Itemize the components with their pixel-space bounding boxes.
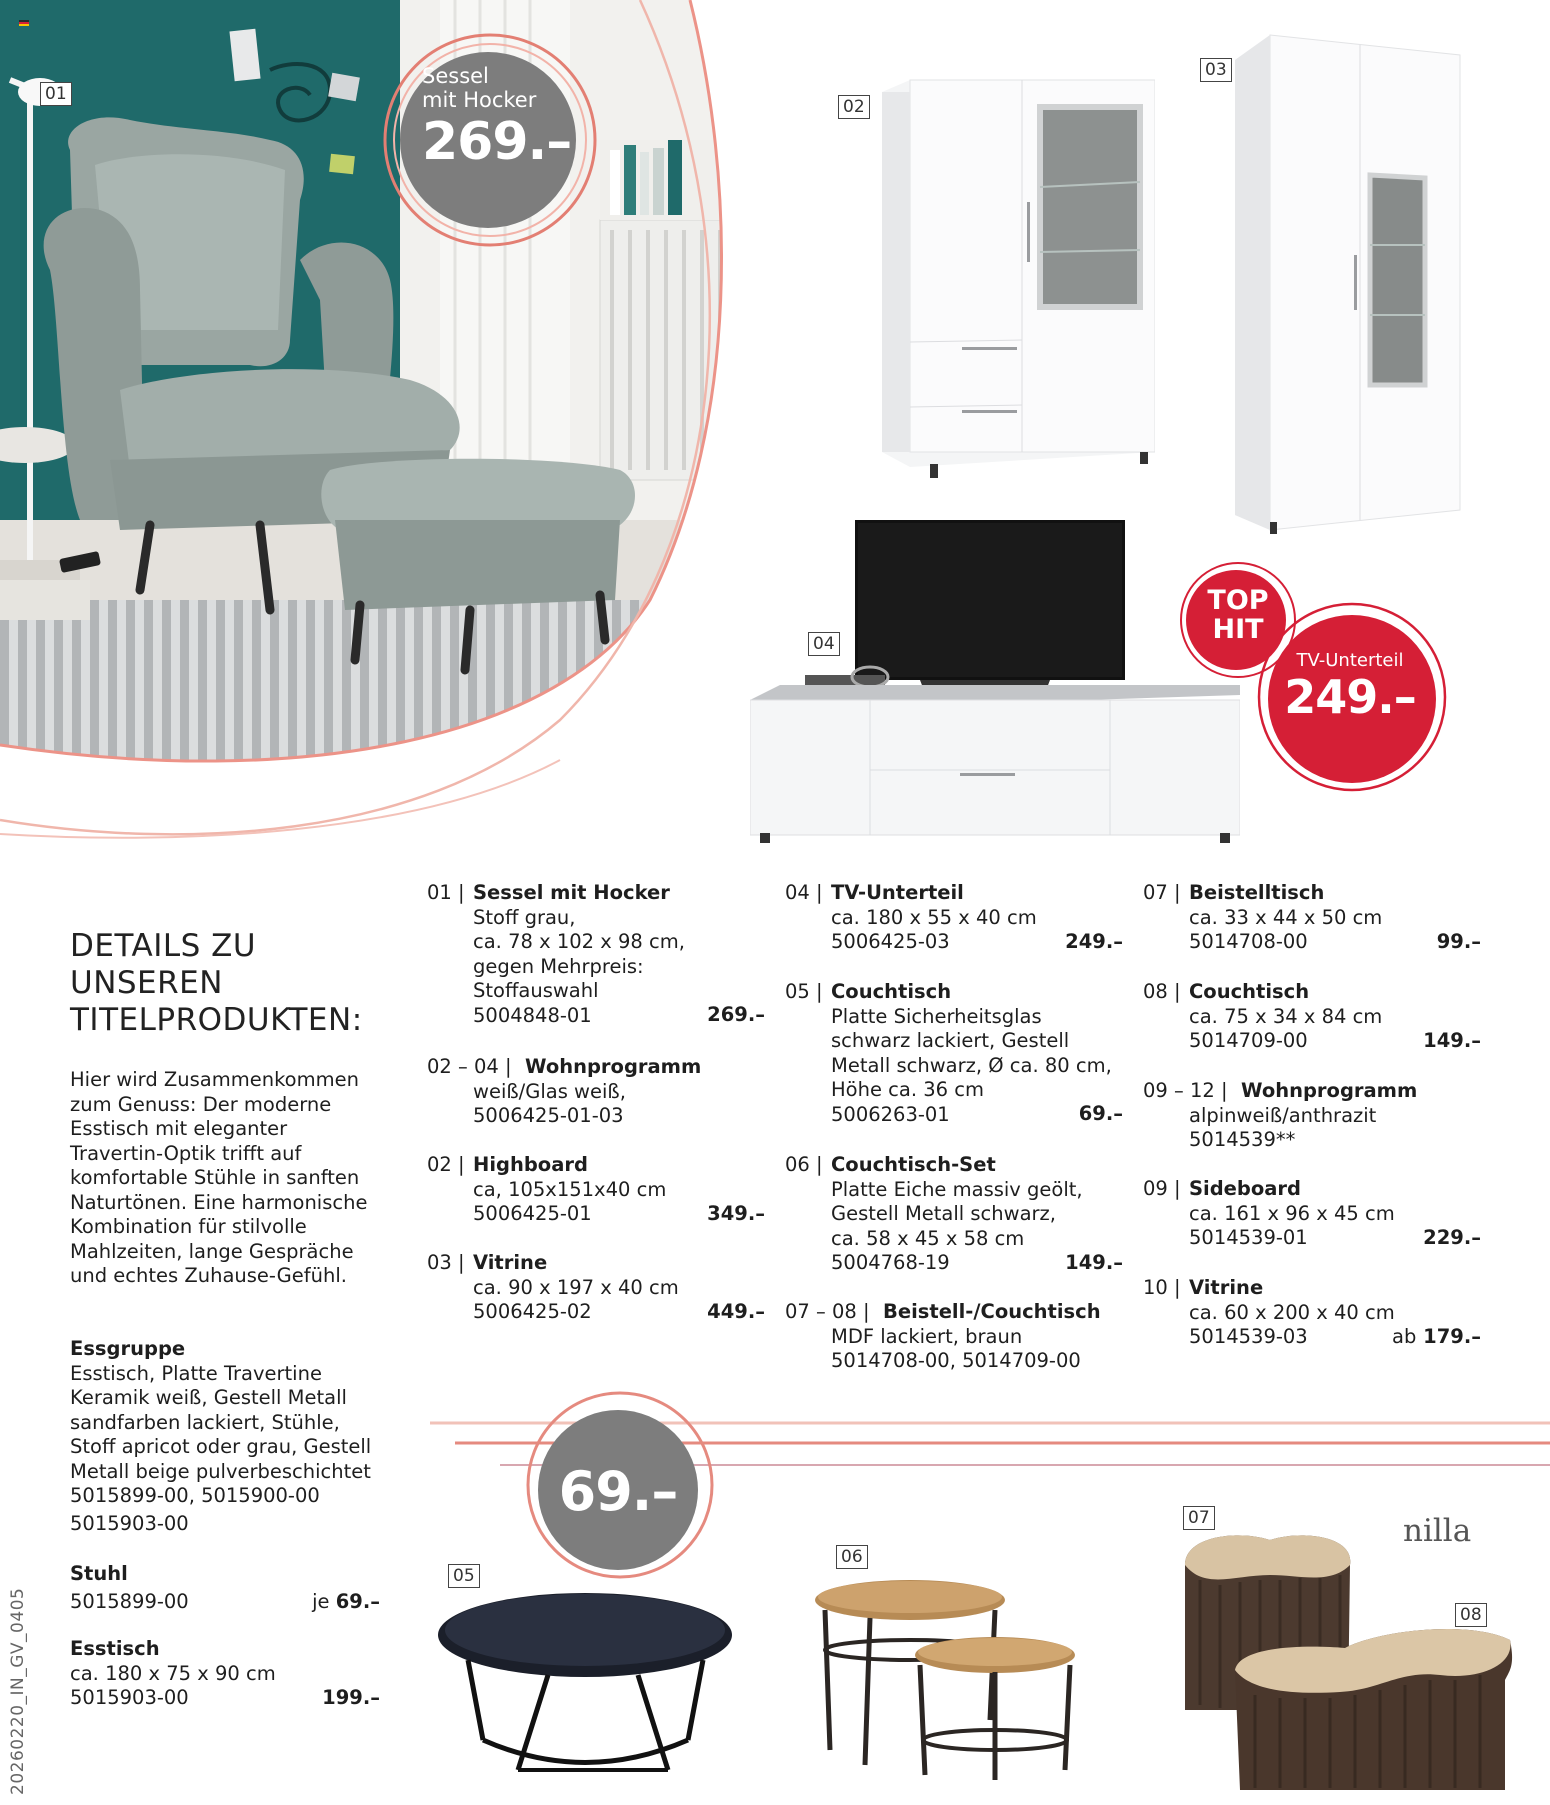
tag-02: 02 — [838, 95, 870, 119]
entry-line: ca. 33 x 44 x 50 cm — [1189, 905, 1383, 929]
entry-line: 5014708-00, 5014709-00 — [831, 1349, 1081, 1372]
couch-price-badge — [520, 1390, 720, 1590]
entry-line: Höhe ca. 36 cm — [831, 1078, 984, 1101]
product-entry-09-12 — [1143, 1079, 1481, 1154]
product-entry-08 — [1143, 980, 1481, 1055]
product-entry-03 — [427, 1251, 765, 1326]
product-entry-02-04 — [427, 1055, 765, 1130]
brown-side-tables-image — [1180, 1530, 1515, 1800]
entry-line: 5014709-00 — [1189, 1029, 1308, 1052]
entry-title: Sideboard — [1189, 1177, 1302, 1200]
product-entry-09 — [1143, 1177, 1481, 1252]
entry-title: TV-Unterteil — [831, 881, 964, 904]
intro-line: und echtes Zuhause-Gefühl. — [70, 1264, 347, 1287]
entry-number: 07 | — [1143, 881, 1181, 904]
entry-number: 06 | — [785, 1153, 823, 1176]
essgruppe-title: Essgruppe — [70, 1337, 186, 1360]
entry-price: 249.– — [1065, 930, 1123, 953]
entry-line: ca. 75 x 34 x 84 cm — [1189, 1004, 1383, 1028]
tv-badge-price: 249.– — [1284, 670, 1416, 724]
heading-line: UNSEREN — [70, 965, 223, 1001]
product-entry-04 — [785, 881, 1123, 956]
entry-line: Gestell Metall schwarz, — [831, 1202, 1056, 1225]
entry-price: 349.– — [707, 1202, 765, 1225]
entry-title: Beistell-/Couchtisch — [883, 1300, 1101, 1323]
essgruppe-line: 5015903-00 — [70, 1511, 189, 1535]
entry-line: 5004848-01 — [473, 1003, 592, 1027]
entry-number: 02 – 04 | — [427, 1055, 512, 1078]
couch-badge-price: 69.– — [558, 1460, 678, 1523]
entry-number: 04 | — [785, 881, 823, 904]
glass-table-image — [438, 1590, 733, 1780]
entry-title: Sessel mit Hocker — [473, 881, 670, 904]
entry-title: Wohnprogramm — [525, 1055, 702, 1078]
top-hit-line-1: TOP — [1207, 585, 1269, 616]
product-entry-10 — [1143, 1276, 1481, 1351]
entry-price: 269.– — [707, 1003, 765, 1026]
product-entry-02 — [427, 1153, 765, 1228]
entry-line: ca. 90 x 197 x 40 cm — [473, 1275, 679, 1299]
entry-title: Vitrine — [473, 1251, 548, 1274]
flag-icon — [19, 20, 29, 26]
entry-title: Vitrine — [1189, 1276, 1264, 1299]
entry-line: schwarz lackiert, Gestell — [831, 1029, 1070, 1052]
entry-number: 07 – 08 | — [785, 1300, 870, 1323]
entry-number: 09 | — [1143, 1177, 1181, 1200]
entry-title: Highboard — [473, 1153, 588, 1176]
esstisch-block — [70, 1637, 380, 1711]
esstisch-code: 5015903-00 — [70, 1686, 189, 1709]
essgruppe-line: Esstisch, Platte Travertine — [70, 1361, 322, 1385]
highboard-image — [870, 72, 1155, 492]
entry-line: ca. 78 x 102 x 98 cm, — [473, 930, 685, 953]
esstisch-dims: ca. 180 x 75 x 90 cm — [70, 1661, 276, 1685]
esstisch-price: 199.– — [322, 1686, 380, 1709]
tv-badge-label: TV-Unterteil — [1296, 650, 1404, 671]
entry-line: 5014539-01 — [1189, 1226, 1308, 1249]
entry-title: Couchtisch — [1189, 980, 1310, 1003]
essgruppe-line: Keramik weiß, Gestell Metall — [70, 1386, 347, 1409]
product-entry-07 — [1143, 881, 1481, 956]
entry-line: Stoff grau, — [473, 905, 576, 929]
entry-title: Beistelltisch — [1189, 881, 1325, 904]
stuhl-code: 5015899-00 — [70, 1589, 189, 1613]
entry-line: 5006263-01 — [831, 1102, 950, 1126]
tag-07: 07 — [1183, 1506, 1215, 1530]
product-entry-07-08 — [785, 1300, 1123, 1375]
oak-nesting-tables-image — [810, 1580, 1080, 1780]
entry-line: Platte Sicherheitsglas — [831, 1004, 1042, 1028]
entry-line: ca. 161 x 96 x 45 cm — [1189, 1201, 1395, 1225]
tag-08: 08 — [1455, 1603, 1487, 1627]
side-code: 20260220_IN_GV_0405 — [8, 1587, 28, 1795]
heading-line: TITELPRODUKTEN: — [70, 1002, 363, 1038]
intro-line: Travertin-Optik trifft auf — [70, 1141, 302, 1165]
badge-line-1: Sessel — [422, 64, 489, 88]
entry-number: 09 – 12 | — [1143, 1079, 1228, 1102]
esstisch-title: Esstisch — [70, 1637, 160, 1660]
product-entry-06 — [785, 1153, 1123, 1274]
entry-number: 02 | — [427, 1153, 465, 1176]
entry-title: Couchtisch — [831, 980, 952, 1003]
entry-line: 5006425-01-03 — [473, 1104, 624, 1127]
intro-line: zum Genuss: Der moderne — [70, 1092, 332, 1116]
sessel-price-badge — [380, 30, 600, 250]
entry-number: 10 | — [1143, 1276, 1181, 1299]
entry-line: MDF lackiert, braun — [831, 1324, 1023, 1348]
essgruppe-line: Stoff apricot oder grau, Gestell — [70, 1435, 372, 1458]
essgruppe-line: sandfarben lackiert, Stühle, — [70, 1410, 340, 1434]
intro-text — [70, 1068, 400, 1289]
badge-line-2: mit Hocker — [422, 88, 537, 112]
essgruppe-line: 5015899-00, 5015900-00 — [70, 1484, 320, 1507]
essgruppe-line: Metall beige pulverbeschichtet — [70, 1459, 371, 1483]
intro-line: komfortable Stühle in sanften — [70, 1166, 360, 1189]
top-hit-line-2: HIT — [1212, 614, 1264, 645]
entry-line: 5006425-03 — [831, 930, 950, 953]
entry-line: ca. 180 x 55 x 40 cm — [831, 905, 1037, 929]
product-entry-05 — [785, 980, 1123, 1130]
intro-line: Kombination für stilvolle — [70, 1215, 307, 1238]
entry-number: 05 | — [785, 980, 823, 1003]
entry-line: ca. 60 x 200 x 40 cm — [1189, 1300, 1395, 1324]
entry-price: 99.– — [1436, 930, 1481, 953]
entry-number: 01 | — [427, 881, 465, 904]
entry-price: 149.– — [1423, 1029, 1481, 1052]
entry-price: 179.– — [1423, 1325, 1481, 1348]
entry-line: Stoffauswahl — [473, 979, 599, 1002]
tag-06: 06 — [836, 1545, 868, 1569]
intro-line: Esstisch mit eleganter — [70, 1117, 288, 1140]
essgruppe-block — [70, 1337, 390, 1536]
tv-price-badge — [1255, 600, 1450, 795]
sessel-price: 269.– — [422, 112, 572, 172]
entry-line: 5014539-03 — [1189, 1325, 1308, 1348]
entry-line: Platte Eiche massiv geölt, — [831, 1177, 1083, 1201]
entry-line: ca. 58 x 45 x 58 cm — [831, 1226, 1025, 1250]
stuhl-price-prefix: je — [312, 1589, 330, 1613]
stuhl-price: 69.– — [335, 1589, 380, 1613]
entry-line: 5004768-19 — [831, 1251, 950, 1274]
armchair-photo — [0, 0, 730, 840]
vitrine-image — [1230, 30, 1470, 535]
entry-line: weiß/Glas weiß, — [473, 1079, 626, 1103]
entry-price-prefix: ab — [1392, 1325, 1417, 1348]
tag-04: 04 — [808, 632, 840, 656]
tv-unit-image — [750, 515, 1240, 845]
entry-price: 229.– — [1423, 1226, 1481, 1249]
product-entry-01 — [427, 881, 765, 1031]
entry-line: ca, 105x151x40 cm — [473, 1177, 667, 1201]
stuhl-title: Stuhl — [70, 1562, 128, 1585]
intro-line: Naturtönen. Eine harmonische — [70, 1190, 368, 1214]
entry-line: 5006425-01 — [473, 1202, 592, 1225]
entry-line: 5014708-00 — [1189, 930, 1308, 953]
stuhl-block — [70, 1562, 380, 1614]
entry-line: Metall schwarz, Ø ca. 80 cm, — [831, 1053, 1112, 1077]
brand-logo: nilla — [1403, 1513, 1472, 1549]
entry-price: 449.– — [707, 1300, 765, 1323]
entry-title: Couchtisch-Set — [831, 1153, 996, 1176]
entry-line: 5014539** — [1189, 1128, 1296, 1151]
entry-number: 03 | — [427, 1251, 465, 1274]
entry-title: Wohnprogramm — [1241, 1079, 1418, 1102]
entry-price: 69.– — [1078, 1102, 1123, 1125]
tag-05: 05 — [448, 1564, 480, 1588]
tag-01: 01 — [40, 82, 72, 106]
entry-line: gegen Mehrpreis: — [473, 954, 644, 978]
heading-line: DETAILS ZU — [70, 928, 257, 964]
tag-03: 03 — [1200, 58, 1232, 82]
entry-line: 5006425-02 — [473, 1300, 592, 1323]
details-heading — [70, 928, 400, 1039]
intro-line: Hier wird Zusammenkommen — [70, 1068, 359, 1091]
entry-line: alpinweiß/anthrazit — [1189, 1103, 1377, 1127]
intro-line: Mahlzeiten, lange Gespräche — [70, 1239, 354, 1263]
entry-price: 149.– — [1065, 1251, 1123, 1274]
entry-number: 08 | — [1143, 980, 1181, 1003]
